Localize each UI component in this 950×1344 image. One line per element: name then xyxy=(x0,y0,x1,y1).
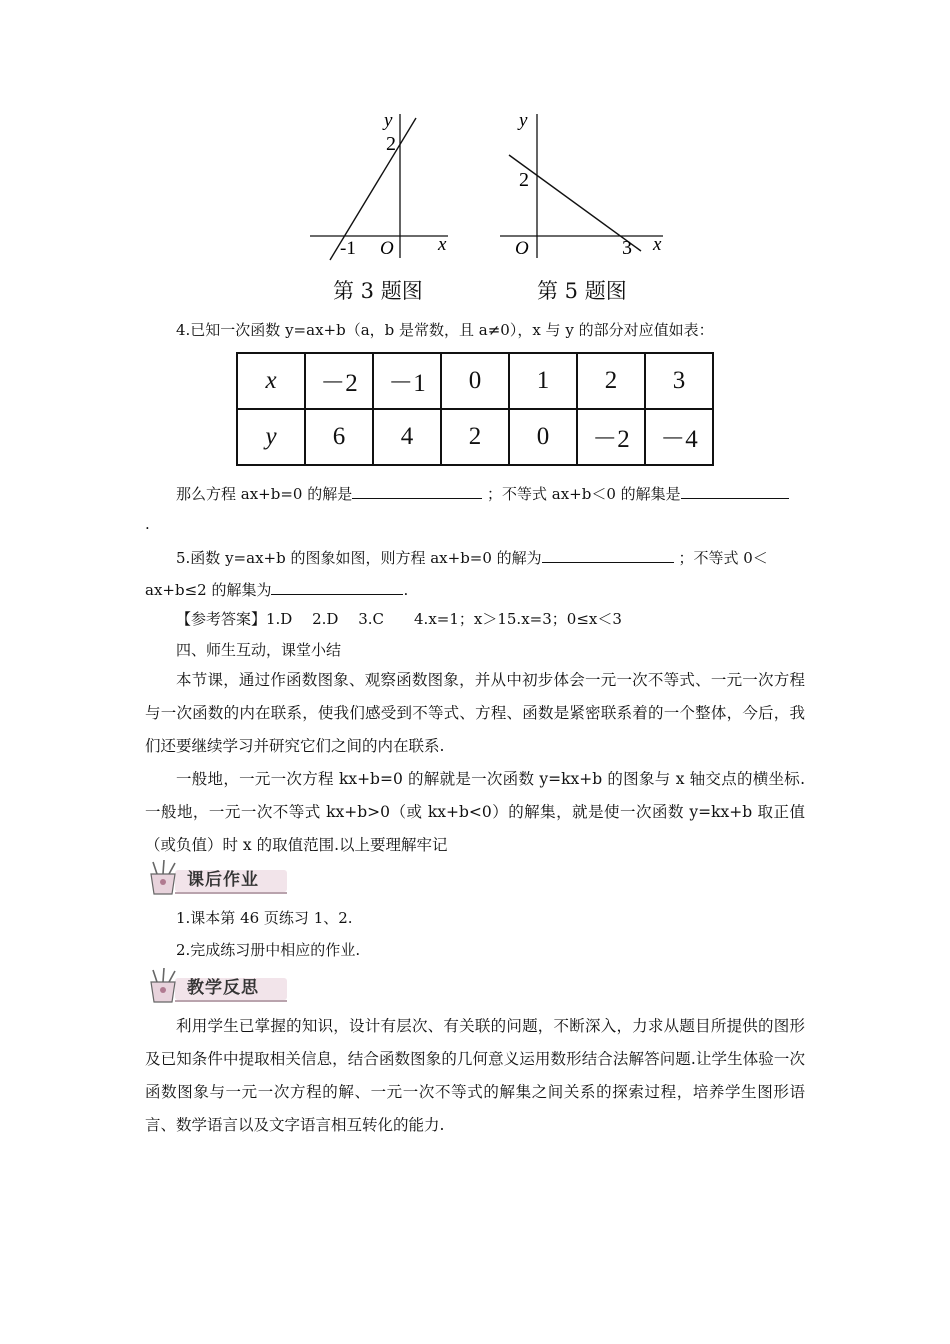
section-4-title: 四、师生互动，课堂小结 xyxy=(176,641,342,659)
fig3-y-intercept-label: 2 xyxy=(386,133,396,155)
q4-line1-a: 那么方程 ax+b=0 的解是 xyxy=(176,485,353,503)
table-cell: 0 xyxy=(509,409,577,465)
table-header-y: y xyxy=(237,409,305,465)
table-cell: 1 xyxy=(509,353,577,409)
q5-line2-a: ax+b≤2 的解集为 xyxy=(145,581,272,599)
summary-paragraph-2: 一般地，一元一次方程 kx+b=0 的解就是一次函数 y=kx+b 的图象与 x 轴交点的横坐标.一般地，一元一次不等式 kx+b>0（或 kx+b<0）的解集，就是使一次函数 y=kx+b 取正值（或负值）时 x 的取值范围.以上要理解牢记 xyxy=(145,770,805,854)
fig5-origin-label: O xyxy=(515,238,529,259)
fig5-caption: 第 5 题图 xyxy=(537,279,627,303)
table-cell: 0 xyxy=(441,353,509,409)
q4-answer-line xyxy=(176,482,789,504)
value-table xyxy=(236,352,714,466)
q4-line2: . xyxy=(145,515,150,533)
fig3-origin-label: O xyxy=(380,238,394,259)
fig3-x-intercept-label: -1 xyxy=(340,238,356,259)
fig5-x-label: x xyxy=(653,234,662,255)
q5-line1 xyxy=(176,546,768,568)
table-row xyxy=(237,353,713,409)
q5-blank-1[interactable] xyxy=(542,546,674,563)
fig5-y-label: y xyxy=(519,110,528,131)
homework-badge xyxy=(145,860,295,896)
fig5-y-intercept-label: 2 xyxy=(519,169,529,191)
fig3-caption: 第 3 题图 xyxy=(333,279,423,303)
table-cell: －2 xyxy=(305,353,373,409)
q4-blank-2[interactable] xyxy=(681,482,789,499)
q5-line2 xyxy=(145,578,408,600)
table-cell: －4 xyxy=(645,409,713,465)
table-cell: 3 xyxy=(645,353,713,409)
reflection-badge xyxy=(145,968,295,1004)
reflection-paragraph: 利用学生已掌握的知识，设计有层次、有关联的问题，不断深入，力求从题目所提供的图形及已知条件中提取相关信息，结合函数图象的几何意义运用数形结合法解答问题.让学生体验一次函数图象与一元一次方程的解、一元一次不等式的解集之间关系的探索过程，培养学生图形语言、数学语言以及文字语言相互转化的能力. xyxy=(145,1017,805,1134)
reference-answers: 【参考答案】1.D 2.D 3.C 4.x=1；x＞15.x=3；0≤x＜3 xyxy=(176,610,622,628)
figure-3-graph xyxy=(300,108,460,268)
q5-line1-b: ；不等式 0＜ xyxy=(678,549,768,567)
reflection-title: 教学反思 xyxy=(187,978,259,998)
table-cell: 6 xyxy=(305,409,373,465)
homework-item-2: 2.完成练习册中相应的作业. xyxy=(176,941,361,959)
q5-line2-b: . xyxy=(403,581,409,599)
q5-line1-a: 5.函数 y=ax+b 的图象如图，则方程 ax+b=0 的解为 xyxy=(176,549,542,567)
homework-title: 课后作业 xyxy=(187,870,259,890)
fig5-x-intercept-label: 3 xyxy=(622,237,632,259)
table-cell: 4 xyxy=(373,409,441,465)
q4-blank-1[interactable] xyxy=(352,482,482,499)
table-cell: －1 xyxy=(373,353,441,409)
table-cell: －2 xyxy=(577,409,645,465)
homework-item-1: 1.课本第 46 页练习 1、2. xyxy=(176,909,353,927)
fig3-y-label: y xyxy=(384,110,393,131)
q4-text: 4.已知一次函数 y=ax+b（a，b 是常数，且 a≠0），x 与 y 的部分对应值如表： xyxy=(176,321,714,339)
fig3-x-label: x xyxy=(438,234,447,255)
table-row xyxy=(237,409,713,465)
table-cell: 2 xyxy=(577,353,645,409)
table-header-x: x xyxy=(237,353,305,409)
table-cell: 2 xyxy=(441,409,509,465)
q4-line1-b: ；不等式 ax+b＜0 的解集是 xyxy=(487,485,681,503)
q5-blank-2[interactable] xyxy=(271,578,403,595)
figure-5-graph xyxy=(495,108,675,268)
summary-paragraph: 本节课，通过作函数图象、观察函数图象，并从中初步体会一元一次不等式、一元一次方程与一次函数的内在联系，使我们感受到不等式、方程、函数是紧密联系着的一个整体，今后，我们还要继续学习并研究它们之间的内在联系. xyxy=(145,671,805,755)
